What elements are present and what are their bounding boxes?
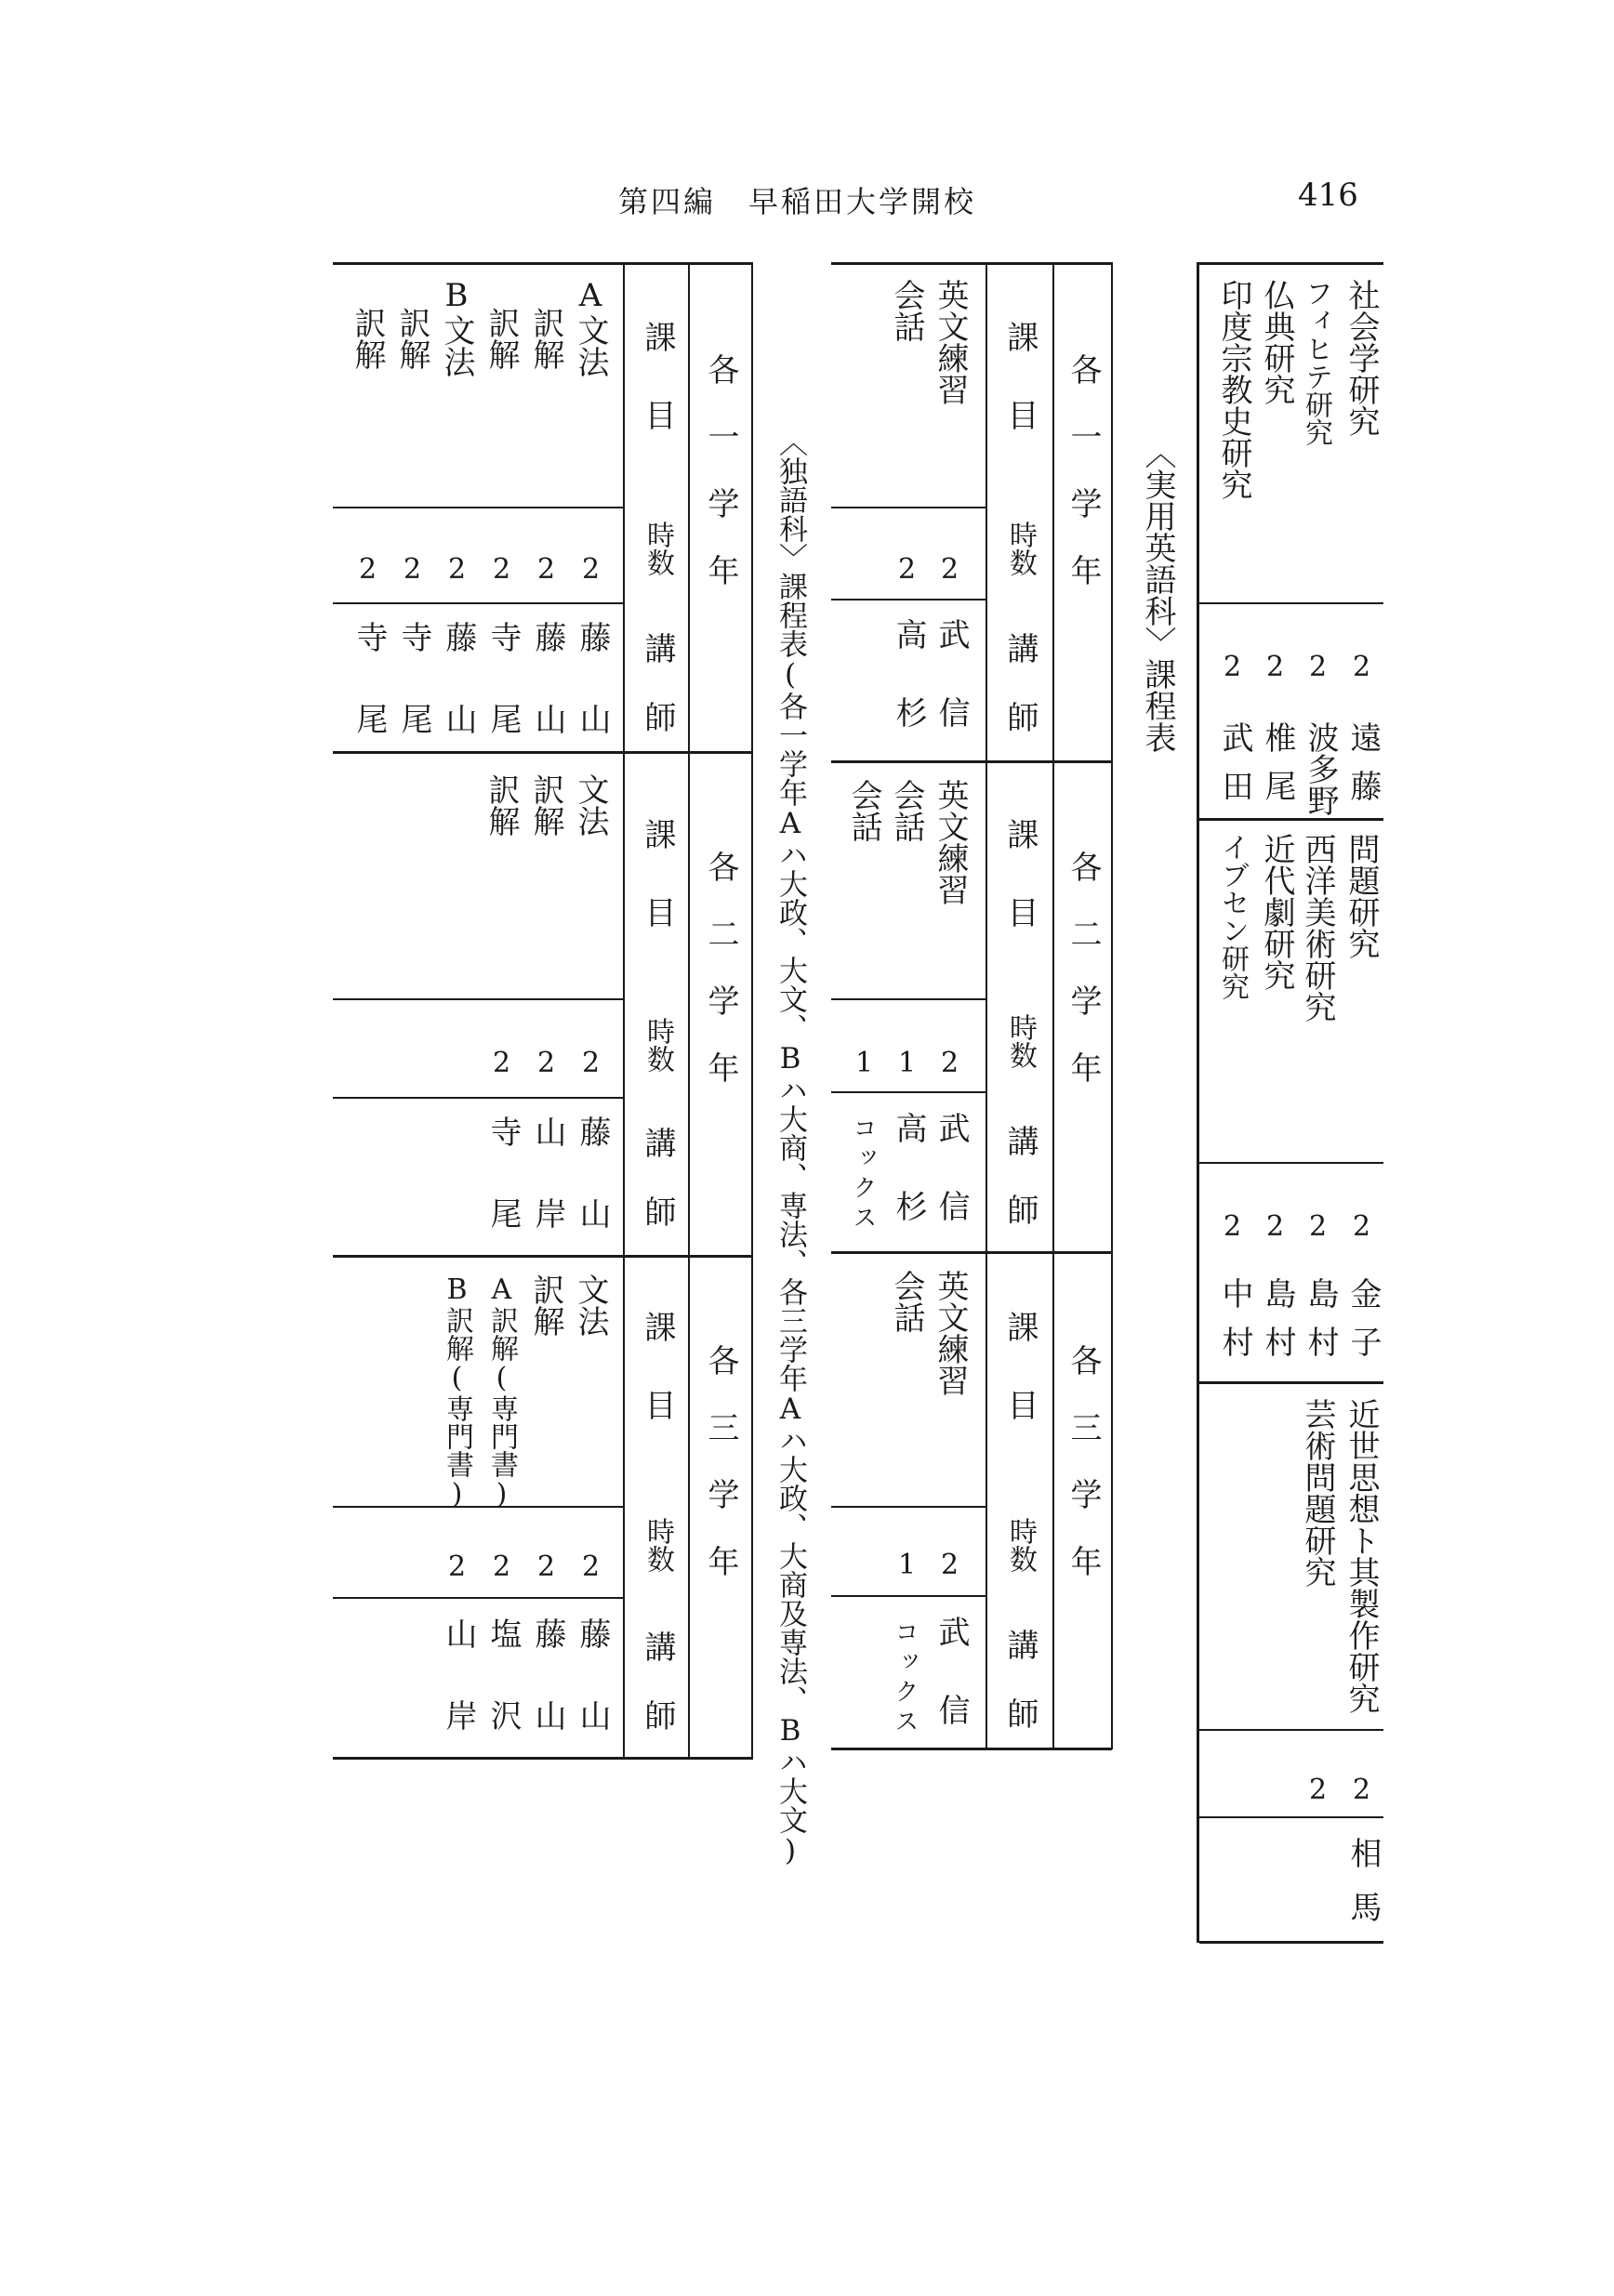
teacher-cell: 島村: [1259, 1277, 1296, 1374]
subject-cell: A文法: [572, 277, 609, 377]
subject-cell: 芸術問題研究: [1299, 1398, 1336, 1588]
column-header-teacher: 講師: [1001, 632, 1039, 770]
subject-cell: 英文練習: [932, 779, 969, 905]
teacher-cell: 藤山: [574, 621, 611, 785]
subject-cell: 会話: [888, 779, 925, 842]
subject-cell: 訳解: [483, 307, 520, 370]
page-header-title: 第四編 早稲田大学開校: [618, 184, 977, 219]
subject-cell: 英文練習: [932, 1270, 969, 1396]
teacher-cell: 寺尾: [395, 621, 432, 785]
teacher-cell: 武田: [1216, 721, 1253, 818]
hours-cell: 2: [1266, 651, 1285, 683]
subject-cell: 文法: [572, 773, 609, 837]
column-header-teacher: 講師: [639, 1127, 676, 1264]
subject-cell: A訳解(専門書): [485, 1273, 518, 1511]
column-header-teacher: 講師: [1001, 1629, 1039, 1766]
teacher-cell: 遠藤: [1344, 721, 1382, 818]
teacher-cell: 藤山: [440, 621, 477, 785]
teacher-cell: 山岸: [529, 1115, 566, 1279]
subject-cell: 訳解: [527, 1273, 564, 1337]
subject-cell: フィヒテ研究: [1300, 279, 1332, 446]
teacher-cell: 波多野: [1302, 721, 1339, 816]
subject-cell: イブセン研究: [1216, 833, 1249, 1000]
teacher-cell: 藤山: [574, 1617, 611, 1781]
hours-cell: 2: [448, 1550, 467, 1583]
subject-cell: 会話: [845, 779, 882, 842]
hours-cell: 2: [582, 1550, 601, 1583]
column-header-hours: 時数: [1004, 1013, 1037, 1069]
year-header: 各三学年: [1065, 1344, 1102, 1612]
teacher-cell: 椎尾: [1259, 721, 1296, 818]
hours-cell: 2: [448, 553, 467, 586]
teacher-cell: 山岸: [440, 1617, 477, 1781]
column-header-teacher: 講師: [639, 632, 676, 770]
hours-cell: 2: [1224, 1210, 1242, 1243]
column-header-subject: 課目: [639, 818, 676, 974]
hours-cell: 1: [898, 1549, 917, 1581]
subject-cell: 仏典研究: [1258, 279, 1295, 405]
hours-cell: 2: [1353, 1774, 1371, 1806]
teacher-cell: 相馬: [1344, 1837, 1382, 1945]
year-header: 各三学年: [702, 1344, 739, 1612]
teacher-cell: 藤山: [529, 1617, 566, 1781]
subject-cell: B訳解(専門書): [441, 1273, 473, 1511]
column-header-hours: 時数: [642, 521, 674, 576]
hours-cell: 2: [537, 553, 556, 586]
subject-cell: 訳解: [349, 307, 386, 370]
page-number: 416: [1298, 177, 1358, 214]
hours-cell: 2: [493, 553, 511, 586]
hours-cell: 2: [941, 553, 959, 586]
subject-cell: 英文練習: [932, 279, 969, 405]
hours-cell: 2: [359, 553, 377, 586]
hours-cell: 2: [1224, 651, 1242, 683]
subject-cell: 訳解: [483, 773, 520, 837]
hours-cell: 2: [1309, 651, 1328, 683]
hours-cell: 2: [1266, 1210, 1285, 1243]
teacher-cell: 武信: [933, 1112, 970, 1268]
year-header: 各一学年: [702, 353, 739, 621]
column-header-subject: 課目: [639, 1311, 676, 1467]
column-header-hours: 時数: [1004, 1517, 1037, 1573]
hours-cell: 2: [493, 1047, 511, 1079]
teacher-cell: 寺尾: [484, 621, 522, 785]
column-header-hours: 時数: [642, 1017, 674, 1073]
hours-cell: 2: [898, 553, 917, 586]
teacher-cell: 寺尾: [484, 1115, 522, 1279]
hours-cell: 2: [1353, 651, 1371, 683]
column-header-subject: 課目: [639, 321, 676, 477]
hours-cell: 2: [493, 1550, 511, 1583]
subject-cell: 訳解: [527, 307, 564, 370]
subject-cell: 訳解: [527, 773, 564, 837]
subject-cell: 印度宗教史研究: [1215, 279, 1252, 500]
hours-cell: 2: [582, 1047, 601, 1079]
teacher-cell: 金子: [1344, 1277, 1382, 1374]
column-header-hours: 時数: [1004, 521, 1037, 576]
hours-cell: 2: [582, 553, 601, 586]
hours-cell: 2: [1353, 1210, 1371, 1243]
teacher-cell: 寺尾: [351, 621, 388, 785]
teacher-cell: 藤山: [574, 1115, 611, 1279]
column-header-hours: 時数: [642, 1517, 674, 1573]
dokugo-caption: 〈独語科〉課程表(各一学年Aハ大政、大文、Bハ大商、専法、各三学年Aハ大政、大商及専法、Bハ大文): [774, 428, 807, 1867]
column-header-subject: 課目: [1001, 818, 1039, 974]
subject-cell: 文法: [572, 1273, 609, 1337]
teacher-cell: 高杉: [890, 1112, 927, 1268]
hours-cell: 2: [1309, 1210, 1328, 1243]
year-header: 各一学年: [1065, 353, 1102, 621]
year-header: 各二学年: [702, 851, 739, 1118]
column-header-subject: 課目: [1001, 1311, 1039, 1467]
hours-cell: 2: [404, 553, 422, 586]
subject-cell: B文法: [438, 277, 475, 377]
subject-cell: 近世思想ト其製作研究: [1343, 1398, 1380, 1714]
year-header: 各二学年: [1065, 851, 1102, 1118]
hours-cell: 2: [1309, 1774, 1328, 1806]
teacher-cell: コックス: [891, 1619, 919, 1738]
teacher-cell: 島村: [1302, 1277, 1339, 1374]
teacher-cell: 塩沢: [484, 1617, 522, 1781]
teacher-cell: 高杉: [890, 618, 927, 774]
subject-cell: 訳解: [393, 307, 430, 370]
subject-cell: 近代劇研究: [1258, 833, 1295, 991]
hours-cell: 1: [855, 1047, 874, 1079]
subject-cell: 問題研究: [1343, 833, 1380, 959]
teacher-cell: 藤山: [529, 621, 566, 785]
column-header-subject: 課目: [1001, 321, 1039, 477]
hours-cell: 2: [537, 1550, 556, 1583]
hours-cell: 2: [537, 1047, 556, 1079]
column-header-teacher: 講師: [1001, 1125, 1039, 1262]
eigo-caption: 〈実用英語科〉課程表: [1139, 437, 1176, 753]
teacher-cell: コックス: [849, 1115, 877, 1234]
subject-cell: 西洋美術研究: [1299, 833, 1336, 1023]
subject-cell: 会話: [888, 1270, 925, 1333]
hours-cell: 1: [898, 1047, 917, 1079]
subject-cell: 会話: [888, 279, 925, 342]
hours-cell: 2: [941, 1047, 959, 1079]
column-header-teacher: 講師: [639, 1630, 676, 1768]
teacher-cell: 武信: [933, 618, 970, 774]
teacher-cell: 武信: [933, 1616, 970, 1772]
teacher-cell: 中村: [1216, 1277, 1253, 1374]
hours-cell: 2: [941, 1549, 959, 1581]
subject-cell: 社会学研究: [1343, 279, 1380, 437]
